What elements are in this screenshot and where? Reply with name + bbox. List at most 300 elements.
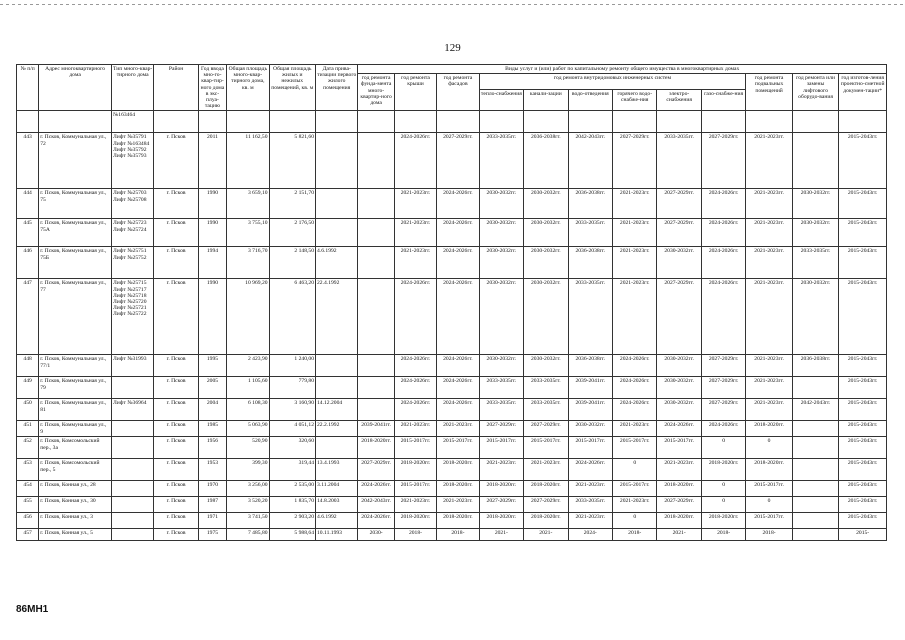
cell-foundation — [358, 355, 394, 377]
cell-roof: 2024-2026гг. — [394, 399, 436, 421]
header-total-area: Общая площадь много-квар-тирного дома, кв. м — [227, 65, 269, 111]
cell-gas: 2018-2020гг. — [701, 513, 745, 529]
cell-hot-water: 2027-2029гг. — [612, 133, 656, 189]
cell-basement: 2015-2017гг. — [746, 513, 792, 529]
cell-heating: 2027-2029гг. — [479, 421, 523, 437]
cell-heating: 2030-2032гг. — [479, 247, 523, 279]
cell-lift-type — [111, 513, 153, 529]
cell-design: 2015-2043гг. — [839, 459, 887, 481]
header-design: год изготов-ления проектно-сметной докумен-тации* — [839, 74, 887, 111]
cell-roof: 2021-2023гг. — [394, 421, 436, 437]
cell-electric: 2027-2029гг. — [657, 219, 701, 247]
cell-basement: 2021-2023гг. — [746, 133, 792, 189]
cell-design: 2015- — [839, 529, 887, 541]
header-sewer: канали-зации — [524, 90, 568, 111]
cell-privatization-date: 13.4.1993 — [316, 459, 358, 481]
cell-district: г. Псков — [154, 497, 198, 513]
cell-hot-water: 2021-2023гг. — [612, 247, 656, 279]
header-address: Адрес многоквартирного дома — [39, 65, 112, 111]
cell-roof: 2024-2026гг. — [394, 279, 436, 355]
cell-privatization-date: 4.6.1992 — [316, 513, 358, 529]
cell-sewer: 2018-2020гг. — [524, 481, 568, 497]
header-foundation: год ремонта фунда-мента много-квартир-ного дома — [358, 74, 394, 111]
cell-roof: 2021-2023гг. — [394, 219, 436, 247]
cell-foundation — [358, 279, 394, 355]
cell-hot-water: 2015-2017гг. — [612, 437, 656, 459]
cell-facade: 2018-2020гг. — [437, 459, 479, 481]
cell-sewer: 2021-2023гг. — [524, 459, 568, 481]
cell-total-area: 1 105,60 — [227, 377, 269, 399]
cell-elevator: 2042-2043гг. — [792, 399, 838, 421]
cell-living-area: 4 051,12 — [269, 421, 315, 437]
cell-living-area: 2 535,00 — [269, 481, 315, 497]
cell-roof: 2021-2023гг. — [394, 247, 436, 279]
cell-roof: 2021-2023гг. — [394, 497, 436, 513]
cell-water: 2036-2038гг. — [568, 355, 612, 377]
cell-district: г. Псков — [154, 459, 198, 481]
cell-electric: 2033-2035гг. — [657, 133, 701, 189]
cell-heating: 2033-2035гг. — [479, 377, 523, 399]
cell-heating: 2015-2017гг. — [479, 437, 523, 459]
cell-facade: 2024-2026гг. — [437, 355, 479, 377]
table-row — [17, 247, 887, 279]
cell-lift-type — [111, 529, 153, 541]
table-row — [17, 481, 887, 497]
cell-design: 2015-2043гг. — [839, 189, 887, 219]
cell-foundation: 2024-2026гг. — [358, 513, 394, 529]
cell-electric: 2021-2023гг. — [657, 459, 701, 481]
cell-roof: 2024-2026гг. — [394, 133, 436, 189]
cell-facade: 2027-2029гг. — [437, 133, 479, 189]
cell-design: 2015-2043гг. — [839, 421, 887, 437]
cell-gas: 2027-2029гг. — [701, 355, 745, 377]
cell-gas: 2024-2026гг. — [701, 189, 745, 219]
cell-facade: 2018-2020гг. — [437, 481, 479, 497]
table-row — [17, 399, 887, 421]
cell-total-area: 3 755,10 — [227, 219, 269, 247]
header-facade: год ремонта фасадов — [437, 74, 479, 111]
cell-hot-water: 0 — [612, 459, 656, 481]
cell-row-num: 445 — [17, 219, 39, 247]
cell-elevator — [792, 481, 838, 497]
cell-year: 1970 — [198, 481, 226, 497]
cell-hot-water: 2021-2023гг. — [612, 219, 656, 247]
header-living-area: Общая площадь жилых и нежилых помещений, кв. м — [269, 65, 315, 111]
cell-district: г. Псков — [154, 377, 198, 399]
carry-over-lift: №163464 — [111, 111, 153, 133]
cell-elevator: 2036-2038гг. — [792, 355, 838, 377]
cell-design: 2015-2043гг. — [839, 399, 887, 421]
cell-address: г. Псков, Коммунальная ул., 72 — [39, 133, 112, 189]
cell-lift-type: Лифт №36964 — [111, 399, 153, 421]
cell-heating: 2030-2032гг. — [479, 279, 523, 355]
cell-lift-type: Лифт №25703 Лифт №25708 — [111, 189, 153, 219]
cell-gas: 2018-2020гг. — [701, 459, 745, 481]
cell-basement: 2021-2023гг. — [746, 355, 792, 377]
cell-elevator — [792, 497, 838, 513]
cell-row-num: 451 — [17, 421, 39, 437]
table-row — [17, 437, 887, 459]
cell-gas: 2024-2026гг. — [701, 279, 745, 355]
cell-total-area: 520,90 — [227, 437, 269, 459]
cell-elevator — [792, 529, 838, 541]
table-row — [17, 219, 887, 247]
cell-foundation — [358, 377, 394, 399]
table-row — [17, 355, 887, 377]
cell-water: 2033-2035гг. — [568, 219, 612, 247]
cell-address: г. Псков, Коммунальная ул., 75 — [39, 189, 112, 219]
cell-year: 2011 — [198, 133, 226, 189]
cell-gas: 0 — [701, 437, 745, 459]
cell-privatization-date — [316, 133, 358, 189]
cell-elevator — [792, 377, 838, 399]
cell-gas: 2018- — [701, 529, 745, 541]
cell-privatization-date: 22.4.1992 — [316, 279, 358, 355]
cell-roof: 2024-2026гг. — [394, 355, 436, 377]
cell-district: г. Псков — [154, 437, 198, 459]
cell-foundation — [358, 219, 394, 247]
cell-privatization-date — [316, 219, 358, 247]
cell-sewer: 2030-2032гг. — [524, 279, 568, 355]
cell-living-area: 320,60 — [269, 437, 315, 459]
cell-heating: 2030-2032гг. — [479, 189, 523, 219]
header-roof: год ремонта крыши — [394, 74, 436, 111]
cell-water: 2033-2035гг. — [568, 279, 612, 355]
cell-heating: 2033-2035гг. — [479, 133, 523, 189]
cell-district: г. Псков — [154, 189, 198, 219]
cell-sewer: 2030-2032гг. — [524, 247, 568, 279]
cell-address: г. Псков, Конная ул., 28 — [39, 481, 112, 497]
cell-total-area: 3 256,00 — [227, 481, 269, 497]
cell-sewer: 2018-2020гг. — [524, 513, 568, 529]
cell-facade: 2021-2023гг. — [437, 421, 479, 437]
cell-row-num: 448 — [17, 355, 39, 377]
cell-electric: 2030-2032гг. — [657, 247, 701, 279]
cell-year: 1987 — [198, 497, 226, 513]
cell-sewer: 2027-2029гг. — [524, 497, 568, 513]
cell-total-area: 3 520,20 — [227, 497, 269, 513]
cell-year: 1994 — [198, 247, 226, 279]
cell-privatization-date — [316, 437, 358, 459]
cell-water: 2024- — [568, 529, 612, 541]
cell-design: 2015-2043гг. — [839, 497, 887, 513]
cell-elevator: 2030-2032гг. — [792, 189, 838, 219]
cell-roof: 2018-2020гг. — [394, 513, 436, 529]
cell-basement: 2018-2020гг. — [746, 421, 792, 437]
cell-roof: 2015-2017гг. — [394, 481, 436, 497]
cell-hot-water: 0 — [612, 513, 656, 529]
header-engineering-group: год ремонта внутридомовых инженерных систем — [479, 74, 746, 90]
table-row — [17, 279, 887, 355]
cell-facade: 2024-2026гг. — [437, 247, 479, 279]
cell-roof: 2024-2026гг. — [394, 377, 436, 399]
cell-water: 2015-2017гг. — [568, 437, 612, 459]
cell-living-area: 2 903,20 — [269, 513, 315, 529]
cell-district: г. Псков — [154, 219, 198, 247]
cell-foundation — [358, 133, 394, 189]
cell-elevator — [792, 437, 838, 459]
cell-heating: 2033-2035гг. — [479, 399, 523, 421]
cell-row-num: 456 — [17, 513, 39, 529]
cell-district: г. Псков — [154, 513, 198, 529]
cell-facade: 2024-2026гг. — [437, 219, 479, 247]
cell-basement: 2021-2023гг. — [746, 377, 792, 399]
cell-year: 1995 — [198, 355, 226, 377]
cell-sewer: 2030-2032гг. — [524, 189, 568, 219]
cell-address: г. Псков, Комсомольский пер., 3а — [39, 437, 112, 459]
cell-roof: 2015-2017гг. — [394, 437, 436, 459]
cell-lift-type: Лифт №31993 — [111, 355, 153, 377]
cell-gas: 2027-2029гг. — [701, 399, 745, 421]
cell-total-area: 2 423,90 — [227, 355, 269, 377]
cell-sewer: 2033-2035гг. — [524, 377, 568, 399]
top-dashed-rule — [0, 4, 905, 5]
register-sheet — [16, 64, 887, 541]
cell-year: 1953 — [198, 459, 226, 481]
cell-roof: 2021-2023гг. — [394, 189, 436, 219]
cell-lift-type — [111, 459, 153, 481]
cell-foundation: 2030- — [358, 529, 394, 541]
cell-living-area: 3 160,90 — [269, 399, 315, 421]
cell-living-area: 6 463,20 — [269, 279, 315, 355]
header-hot-water: горячего водо-снабже-ния — [612, 90, 656, 111]
cell-roof: 2018- — [394, 529, 436, 541]
cell-foundation — [358, 247, 394, 279]
cell-elevator: 2033-2035гг. — [792, 247, 838, 279]
cell-living-area: 319,44 — [269, 459, 315, 481]
cell-gas: 2027-2029гг. — [701, 133, 745, 189]
cell-facade: 2021-2023гг. — [437, 497, 479, 513]
cell-district: г. Псков — [154, 421, 198, 437]
cell-hot-water: 2021-2023гг. — [612, 189, 656, 219]
cell-hot-water: 2021-2023гг. — [612, 279, 656, 355]
cell-sewer: 2030-2032гг. — [524, 355, 568, 377]
cell-total-area: 3 659,10 — [227, 189, 269, 219]
cell-district: г. Псков — [154, 481, 198, 497]
cell-heating: 2018-2020гг. — [479, 513, 523, 529]
cell-foundation: 2039-2041гг. — [358, 421, 394, 437]
cell-electric: 2027-2029гг. — [657, 279, 701, 355]
cell-year: 1975 — [198, 529, 226, 541]
cell-address: г. Псков, Коммунальная ул., 75А — [39, 219, 112, 247]
cell-water: 2033-2035гг. — [568, 497, 612, 513]
cell-hot-water: 2021-2023гг. — [612, 421, 656, 437]
cell-basement: 2015-2017гг. — [746, 481, 792, 497]
table-header — [17, 65, 887, 111]
cell-living-area: 1 240,00 — [269, 355, 315, 377]
cell-sewer: 2036-2038гг. — [524, 133, 568, 189]
cell-row-num: 454 — [17, 481, 39, 497]
page-number: 129 — [444, 42, 461, 54]
cell-gas: 0 — [701, 481, 745, 497]
cell-privatization-date: 14.8.2003 — [316, 497, 358, 513]
cell-basement: 2018- — [746, 529, 792, 541]
cell-lift-type — [111, 481, 153, 497]
table-row — [17, 133, 887, 189]
cell-electric: 2021- — [657, 529, 701, 541]
cell-facade: 2018-2020гг. — [437, 513, 479, 529]
cell-privatization-date: 10.11.1993 — [316, 529, 358, 541]
cell-year: 1956 — [198, 437, 226, 459]
cell-water: 2024-2026гг. — [568, 459, 612, 481]
cell-heating: 2030-2032гг. — [479, 355, 523, 377]
cell-elevator — [792, 513, 838, 529]
table-row — [17, 529, 887, 541]
cell-design: 2015-2043гг. — [839, 279, 887, 355]
cell-design: 2015-2043гг. — [839, 219, 887, 247]
cell-electric: 2024-2026гг. — [657, 421, 701, 437]
cell-lift-type: Лифт №25723 Лифт №25724 — [111, 219, 153, 247]
cell-electric: 2015-2017гг. — [657, 437, 701, 459]
cell-electric: 2027-2029гг. — [657, 497, 701, 513]
cell-total-area: 399,30 — [227, 459, 269, 481]
cell-facade: 2024-2026гг. — [437, 189, 479, 219]
cell-privatization-date: 3.11.2004 — [316, 481, 358, 497]
cell-foundation: 2027-2029гг. — [358, 459, 394, 481]
cell-basement: 2021-2023гг. — [746, 279, 792, 355]
cell-living-area: 2 176,50 — [269, 219, 315, 247]
cell-privatization-date — [316, 377, 358, 399]
cell-water: 2021-2023гг. — [568, 513, 612, 529]
cell-design: 2015-2043гг. — [839, 133, 887, 189]
cell-lift-type — [111, 437, 153, 459]
cell-water: 2030-2032гг. — [568, 421, 612, 437]
cell-district: г. Псков — [154, 247, 198, 279]
cell-gas: 2024-2026гг. — [701, 247, 745, 279]
cell-row-num: 446 — [17, 247, 39, 279]
cell-foundation: 2042-2043гг. — [358, 497, 394, 513]
table-row — [17, 421, 887, 437]
cell-row-num: 444 — [17, 189, 39, 219]
cell-facade: 2018- — [437, 529, 479, 541]
cell-gas: 2027-2029гг. — [701, 377, 745, 399]
cell-district: г. Псков — [154, 529, 198, 541]
cell-facade: 2024-2026гг. — [437, 377, 479, 399]
header-water: водо-отведения — [568, 90, 612, 111]
table-row — [17, 497, 887, 513]
cell-water: 2042-2043гг. — [568, 133, 612, 189]
cell-year: 2004 — [198, 399, 226, 421]
cell-water: 2039-2041гг. — [568, 399, 612, 421]
cell-lift-type: Лифт №25751 Лифт №25752 — [111, 247, 153, 279]
cell-basement: 2018-2020гг. — [746, 459, 792, 481]
cell-design: 2015-2043гг. — [839, 437, 887, 459]
cell-year: 2005 — [198, 377, 226, 399]
cell-hot-water: 2024-2026гг. — [612, 399, 656, 421]
cell-heating: 2027-2029гг. — [479, 497, 523, 513]
cell-design: 2015-2043гг. — [839, 355, 887, 377]
cell-gas: 2024-2026гг. — [701, 421, 745, 437]
cell-total-area: 6 108,30 — [227, 399, 269, 421]
cell-basement: 0 — [746, 497, 792, 513]
carry-over-row — [17, 111, 887, 133]
cell-basement: 2021-2023гг. — [746, 189, 792, 219]
cell-living-area: 1 835,70 — [269, 497, 315, 513]
cell-facade: 2015-2017гг. — [437, 437, 479, 459]
cell-address: г. Псков, Коммунальная ул., 79 — [39, 377, 112, 399]
cell-total-area: 11 162,50 — [227, 133, 269, 189]
cell-address: г. Псков, Конная ул., 30 — [39, 497, 112, 513]
cell-sewer: 2030-2032гг. — [524, 219, 568, 247]
cell-address: г. Псков, Коммунальная ул., 77 — [39, 279, 112, 355]
cell-row-num: 457 — [17, 529, 39, 541]
cell-basement: 2021-2023гг. — [746, 399, 792, 421]
cell-privatization-date — [316, 189, 358, 219]
cell-basement: 0 — [746, 437, 792, 459]
document-footer-code: 86МН1 — [16, 604, 49, 615]
cell-heating: 2021- — [479, 529, 523, 541]
cell-design: 2015-2043гг. — [839, 247, 887, 279]
table-row — [17, 377, 887, 399]
cell-privatization-date: 4.6.1992 — [316, 247, 358, 279]
cell-water: 2036-2038гг. — [568, 189, 612, 219]
cell-address: г. Псков, Конная ул., 5 — [39, 529, 112, 541]
cell-facade: 2024-2026гг. — [437, 279, 479, 355]
cell-district: г. Псков — [154, 399, 198, 421]
cell-elevator — [792, 133, 838, 189]
cell-electric: 2018-2020гг. — [657, 481, 701, 497]
cell-sewer: 2027-2029гг. — [524, 421, 568, 437]
cell-electric: 2030-2032гг. — [657, 377, 701, 399]
header-year: Год ввода мно-го-квар-тир-ного дома в экс-плуа-тацию — [198, 65, 226, 111]
cell-facade: 2024-2026гг. — [437, 399, 479, 421]
cell-year: 1971 — [198, 513, 226, 529]
cell-sewer: 2033-2035гг. — [524, 399, 568, 421]
cell-address: г. Псков, Коммунальная ул., 9 — [39, 421, 112, 437]
cell-water: 2039-2041гг. — [568, 377, 612, 399]
cell-year: 1990 — [198, 219, 226, 247]
cell-address: г. Псков, Коммунальная ул., 75Б — [39, 247, 112, 279]
repair-schedule-table — [16, 64, 887, 541]
cell-hot-water: 2018- — [612, 529, 656, 541]
cell-hot-water: 2015-2017гг. — [612, 481, 656, 497]
cell-electric: 2018-2020гг. — [657, 513, 701, 529]
cell-gas: 0 — [701, 497, 745, 513]
cell-elevator — [792, 459, 838, 481]
cell-year: 1990 — [198, 189, 226, 219]
cell-foundation: 2018-2020гг. — [358, 437, 394, 459]
cell-elevator: 2030-2032гг. — [792, 279, 838, 355]
cell-living-area: 2 151,70 — [269, 189, 315, 219]
cell-lift-type — [111, 377, 153, 399]
table-body — [17, 111, 887, 541]
cell-district: г. Псков — [154, 133, 198, 189]
cell-electric: 2030-2032гг. — [657, 399, 701, 421]
cell-year: 1985 — [198, 421, 226, 437]
cell-address: г. Псков, Комсомольский пер., 5 — [39, 459, 112, 481]
cell-row-num: 455 — [17, 497, 39, 513]
cell-lift-type — [111, 421, 153, 437]
cell-hot-water: 2021-2023гг. — [612, 497, 656, 513]
cell-basement: 2021-2023гг. — [746, 247, 792, 279]
cell-foundation: 2024-2026гг. — [358, 481, 394, 497]
cell-design: 2015-2043гг. — [839, 513, 887, 529]
cell-elevator — [792, 421, 838, 437]
cell-lift-type: Лифт №35791 Лифт №163484 Лифт №35792 Лифт №35793 — [111, 133, 153, 189]
table-row — [17, 459, 887, 481]
header-heating: тепло-снабжения — [479, 90, 523, 111]
cell-electric: 2030-2032гг. — [657, 355, 701, 377]
cell-heating: 2021-2023гг. — [479, 459, 523, 481]
cell-privatization-date: 22.2.1992 — [316, 421, 358, 437]
cell-water: 2021-2023гг. — [568, 481, 612, 497]
cell-basement: 2021-2023гг. — [746, 219, 792, 247]
cell-total-area: 3 741,50 — [227, 513, 269, 529]
cell-address: г. Псков, Конная ул., 3 — [39, 513, 112, 529]
cell-privatization-date — [316, 355, 358, 377]
cell-district: г. Псков — [154, 279, 198, 355]
cell-foundation — [358, 189, 394, 219]
